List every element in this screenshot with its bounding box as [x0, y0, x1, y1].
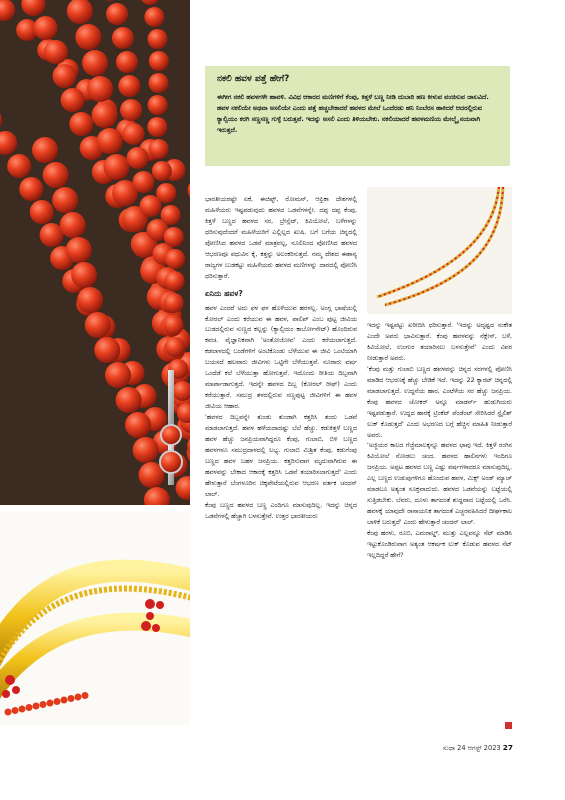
coral-drop — [40, 701, 47, 708]
tip-box-body: ಈಗೀಗ ನಕಲಿ ಹವಳಗಳೇ ಹಾವಳಿ. ವಿವಿಧ ಆಕಾರದ ಮಣಿಗಳಿಗೆ ಕೆಂಪು, ಕಿತ್ತಳೆ ಬಣ್ಣ ನೀಡಿ ದುಬಾರಿ ಹಣ ಕೀಳುವ ವಂಚಿಸುವ ಜಾಲವಿದೆ. ಹವಳ ನಕಲಿಯೇ ಅಥವಾ ಅಸಲಿಯೇ ಎಂದು ಪತ್ತೆ ಹಚ್ಚಬೇಕಾದರೆ ಹವಳದ ಮೇಲೆ ಒಂದೆರಡು ಹನಿ ನಿಂಬೆರಸ ಹಾಕಿದರೆ ಆದರಲ್ಲಿರುವ ಕ್ಯಾಲ್ಸಿಯಂ ಕರಗಿ ಸಣ್ಣಸಣ್ಣ ಗುಳ್ಳೆ ಬರುತ್ತವೆ. ಇದನ್ನು ಅಸಲಿ ಎಂದು ತಿಳಿಯಬೇಕು. ನಕಲಿಯಾದರೆ ಹವಳಮಣಿಯ ಮೇಲ್ಮೈ ನಯವಾಗಿ ಇರುತ್ತದೆ. — [217, 93, 489, 135]
coral-bead — [149, 51, 169, 71]
coral-drop — [33, 703, 40, 710]
coral-bead — [43, 162, 69, 188]
coral-drop — [54, 698, 61, 705]
article-end-marker — [505, 722, 512, 729]
coral-drop — [26, 704, 33, 711]
coral-bead — [112, 27, 134, 49]
coral-bead — [164, 227, 184, 247]
coral-bead — [66, 237, 92, 263]
coral-bead — [94, 337, 120, 363]
page-number: 27 — [502, 743, 513, 752]
coral-bead — [165, 271, 185, 291]
coral-bead — [97, 128, 123, 154]
coral-drop — [5, 709, 12, 716]
coral-bead — [75, 24, 101, 50]
coral-drop — [68, 695, 75, 702]
gold-coral-necklace-photo — [0, 512, 190, 725]
paragraph: 'ಅಜ್ಜಿಯರ ಕಾಲದ ಗೆಜ್ಜೆಮಾಲಕ್ಕನ್ನೂ ಹವಳದ ಛಾಪು ಇದೆ. ಕಿತ್ತಳೆ ರಂಗಿನ ಕಿವಿಯೋಲೆ ನೋಡಲು ಚಂದ. ಹವಳದ ಹಾಲಿನಗಳು ಇಂದಿಗೂ ಜನಪ್ರಿಯ. ಅಪ್ಪಟ ಹವಳದ ಬಣ್ಣ ಎಷ್ಟು ವರ್ಷಗಳಾದರೂ ಮಾಸುವುದಿಲ್ಲ. ಎಲ್ಲ ಬಣ್ಣದ ಉಡುಪುಗಳಿಗೂ ಹೊಂದುವ ಹವಳ, ಮಿಕ್ಸ್ ಅಂಡ್ ಮ್ಯಾಚ್ ಮಾಡಲೂ ಅತ್ಯಂತ ಸೂಕ್ತವಾದುದು. ಹವಳದ ಒಡವೆಯನ್ನು ಬಟ್ಟೆಯಲ್ಲಿ ಸುತ್ತಿಡಬೇಕು. ಬೆವರು, ದೂಳು ತಾಗದಂತೆ ಶುದ್ಧವಾದ ಬಟ್ಟೆಯಲ್ಲಿ ಒರೆಸಿ. ಹವಳಕ್ಕೆ ಯಾವುದೇ ರಾಸಾಯನಿಕ ತಾಗದಂತೆ ಎಚ್ಚರವಹಿಸಿದರೆ ದೀರ್ಘಕಾಲ ಬಾಳಿಕೆ ಬರುತ್ತದೆ' ಎಂದು ಹೇಳುತ್ತಾರೆ ಚಂದನ್ ಲಾಲ್. — [367, 442, 512, 527]
article-column-2 — [367, 321, 512, 562]
paragraph: ಹವಳ ಎಂದರೆ ಅದು ಫಳ ಫಳ ಹೊಳೆಯುವ ಹರಳಲ್ಲ. ಅಂಗ್ಲ ಭಾಷೆಯಲ್ಲಿ ಕೋರಲ್ ಎಂದು ಕರೆಯುವ ಈ ಹವಳ, ಪಾಲಿಪ್ ಎಂಬ ಪುಟ್ಟ ಜೀವಿಯ ಬುಡದಲ್ಲಿರುವ ಸುಣ್ಣದ ಕಲ್ಲನ್ನು (ಕ್ಯಾಲ್ಸಿಯಂ ಕಾರ್ಬೋನೇಟ್) ಹೊಂದಿರುವ ಕವಚ. ವೈಜ್ಞಾನಿಕವಾಗಿ 'ಅಂತೋಜೋವ' ಎಂದು ಕರೆಯಲಾಗುತ್ತದೆ. ಕಡಲಾಳದಲ್ಲಿ ಬಂಡೆಗಳಿಗೆ ಅಂಟಿಕೊಂಡು ಬೆಳೆಯುವ ಈ ಜೀವಿ ಒಂಟಿಯಾಗಿ ಬಯಸದೆ ಹಲವಾರು ಜೀವಿಗಳು ಒಟ್ಟಿಗೇ ಬೆಳೆಯುತ್ತವೆ. ನೂರಾರು ವರ್ಷ ಒಂದೆಡೆ ಕಲೆ ಬೆಳೆಯುತ್ತಾ ಹೋಗುತ್ತವೆ. ಇದೊಂದು ರೀತಿಯ ದಿಬ್ಬವಾಗಿ ಮಾರ್ಪಾಡಾಗುತ್ತದೆ. ಇದನ್ನೇ ಹವಳದ ದಿಬ್ಬ (ಕೋರಲ್ ರೀಫ್) ಎಂದು ಕರೆಯುತ್ತಾರೆ. ಸಮುದ್ರ ತಳದಲ್ಲಿರುವ ಸಣ್ಣಪುಟ್ಟ ಜೀವಿಗಳಿಗೆ ಈ ಹವಳ ಜೀವಿಯ ಆಹಾರ. — [205, 304, 357, 411]
article-column-1 — [205, 195, 357, 523]
coral-bead — [85, 312, 111, 338]
coral-bead — [123, 123, 145, 145]
coral-drop — [61, 697, 68, 704]
coral-bead — [60, 212, 86, 238]
coral-bead — [53, 64, 77, 88]
coral-bead — [161, 205, 181, 225]
coral-bead — [118, 75, 140, 97]
coral-bead — [61, 88, 85, 112]
coral-chain-illustration — [367, 187, 512, 314]
coral-bead — [32, 137, 58, 163]
coral-chain-necklace-photo — [367, 187, 512, 314]
tip-box-title: ನಕಲಿ ಹವಳ ಪತ್ತೆ ಹೇಗೆ? — [217, 74, 290, 84]
coral-bead — [71, 262, 97, 288]
paragraph: ಕೆಂಪು ಬಣ್ಣದ ಹವಳದ ಬಣ್ಣ ಎಂದಿಗೂ ಮಾಸುವುದಿಲ್ಲ. ಇದನ್ನು ಚಿನ್ನದ ಒಡವೆಗಳಲ್ಲಿ ಹೆಚ್ಚಾಗಿ ಬಳಸುತ್ತೇವೆ. ಉತ್ತರ ಭಾರತೀಯರು — [205, 501, 357, 520]
coral-bead — [147, 117, 167, 137]
coral-beads-illustration — [0, 0, 190, 505]
coral-drop — [19, 706, 26, 713]
coral-drop — [75, 694, 82, 701]
fake-coral-tip-box — [205, 66, 510, 166]
coral-drop — [47, 700, 54, 707]
coral-bead — [19, 177, 43, 201]
coral-bead — [149, 139, 169, 159]
coral-beads-photo — [0, 0, 190, 505]
coral-bead — [165, 337, 185, 357]
coral-bead — [148, 95, 168, 115]
page-footer — [430, 743, 513, 753]
coral-bead — [132, 171, 154, 193]
paragraph: ಭಾರತೀಯರಷ್ಟೇ ಏಕೆ, ಈಜಿಪ್ಟ್, ರೋಮನ್, ಆಫ್ರಿಕಾ ದೇಶಗಳಲ್ಲಿ ಮಹಿಳೆಯರು ಇಷ್ಟಪಡುವುದು ಹವಳದ ಒಡವೆಗಳನ್ನೇ. ದಪ್ಪ ದಪ್ಪ ಕೆಂಪು, ಕಿತ್ತಳೆ ಬಣ್ಣದ ಹವಳದ ಸರ, ಬ್ರೇಸ್ಲೆಟ್, ಕಿವಿಯೋಲೆ, ಬಳೆಗಳನ್ನು ಧರಿಸುವುದೆಂದರೆ ಮಹಿಳೆಯರಿಗೆ ಎಲ್ಲಿಲ್ಲದ ಖುಷಿ. ಬಗೆ ಬಗೆಯ ಚಿನ್ನದಲ್ಲಿ ಪೋಣಿಸಿದ ಹವಳದ ಒಡವೆ ಮಾತ್ರವಲ್ಲ, ನೂಲಿನಿಂದ ಪೋಣಿಸಿದ ಹವಳದ ಆಭರಣವೂ ವಧುವಿನ ಕೈ, ಕತ್ತನ್ನು ಅಲಂಕರಿಸುತ್ತದೆ. ನಮ್ಮ ದೇಶದ ಈಶಾನ್ಯ ರಾಜ್ಯಗಳ ಬುಡಕಟ್ಟು ಮಹಿಳೆಯರು ಹವಳದ ಮಣಿಗಳನ್ನು ದಾರದಲ್ಲಿ ಪೋಣಿಸಿ ಧರಿಸುತ್ತಾರೆ. — [205, 196, 357, 280]
issue-label: ಸುಧಾ 24 ಆಗಸ್ಟ್ 2023 — [442, 744, 501, 752]
coral-bead — [7, 154, 31, 178]
coral-bead — [165, 249, 185, 269]
section-heading: ಏನಿದು ಹವಳ? — [205, 288, 243, 298]
coral-bead — [87, 76, 113, 102]
coral-bead — [156, 183, 176, 203]
coral-bead — [34, 16, 58, 40]
coral-drop — [12, 707, 19, 714]
coral-bead — [92, 102, 118, 128]
coral-bead — [120, 99, 142, 121]
paragraph: ಕೆಂಪು ಹರಳು, ರೂಬಿ, ಎಮರಾಲ್ಡ್, ಮುತ್ತು ಎಲ್ಲವನ್ನೂ ಸೆಟ್ ಮಾಡಿಸಿ ಇಟ್ಟುಕೊಂಡಿರುವಾಗ ಅತ್ಯಂತ ಆಕರ್ಷಕ ಲುಕ್ ಕೊಡುವ ಹವಳದ ಸೆಟ್ ಇಲ್ಲದಿದ್ದರೆ ಹೇಗೆ? — [367, 530, 512, 560]
coral-bead — [152, 161, 172, 181]
coral-bead — [77, 287, 103, 313]
coral-bead — [116, 387, 142, 413]
coral-bead — [148, 29, 168, 49]
gold-necklace-illustration — [0, 512, 190, 725]
coral-bead — [82, 50, 108, 76]
paragraph: 'ಹವಳದ ದಿಬ್ಬವನ್ನೇ ತುಂಡು ತುಂಡಾಗಿ ಕತ್ತರಿಸಿ ತಂದು ಒಡವೆ ಮಾಡಲಾಗುತ್ತದೆ. ಹವಳ ಹಳೆಯದಾದಷ್ಟು ಬೆಲೆ ಹೆಚ್ಚು. ಕಡುಕಿತ್ತಳೆ ಬಣ್ಣದ ಹವಳ ಹೆಚ್ಚು ಜನಪ್ರಿಯವಾಗಿದ್ದರೂ ಕೆಂಪು, ಗುಲಾಬಿ, ಬಿಳಿ ಬಣ್ಣದ ಹವಳಗಳೂ ಸಮುದ್ರದಾಳದಲ್ಲಿ ಲಭ್ಯ. ಗುಲಾಬಿ ಮಿಶ್ರಿತ ಕೆಂಪು, ಕಡುಗೆಂಪು ಬಣ್ಣದ ಹವಳ ಬಹಳ ಜನಪ್ರಿಯ. ಕತ್ತರಿಸುವಾಗ ಮೃದುವಾಗಿರುವ ಈ ಹವಳವನ್ನು ಬೇಕಾದ ಆಕಾರಕ್ಕೆ ಕತ್ತರಿಸಿ ಒಡವೆ ತಯಾರಿಸಲಾಗುತ್ತದೆ' ಎಂದು ಹೇಳುತ್ತಾರೆ ಬೆಂಗಳೂರಿನ ಚಿಕ್ಕಪೇಟೆಯಲ್ಲಿರುವ ಆಭರಣ ವರ್ತಕ ಚಂದನ್ ಲಾಲ್. — [205, 414, 357, 498]
coral-bead — [127, 147, 149, 169]
coral-bead — [69, 112, 93, 136]
paragraph: 'ಕೆಂಪು ಮತ್ತು ಗುಲಾಬಿ ಬಣ್ಣದ ಹವಳವನ್ನು ಚಿನ್ನದ ಸರಗಳಲ್ಲಿ ಪೋಣಿಸಿ ಮಾಡಿದ ಆಭರಣಕ್ಕೆ ಹೆಚ್ಚು ಬೇಡಿಕೆ ಇದೆ. ಇದನ್ನು 22 ಕ್ಯಾರಟ್ ಚಿನ್ನದಲ್ಲಿ ಮಾಡಲಾಗುತ್ತದೆ. ಉದ್ದನೆಯ ಹಾರ, ಎಂಟೆಳೆಯ ಸರ ಹೆಚ್ಚು ಜನಪ್ರಿಯ. ಕೆಂಪು ಹವಳದ ಚೋಕರ್ ಅನ್ನೂ ಮಾಡರ್ನ್ ಹುಡುಗಿಯರು ಇಷ್ಟಪಡುತ್ತಾರೆ. ಉದ್ದದ ಹಾರಕ್ಕೆ ಟ್ರಿಂಕೆಟ್ ಪೆಂಡೆಂಟ್ ಸೇರಿಸಿದರೆ ಸ್ಟೈಲಿಶ್ ಲುಕ್ ಕೊಡುತ್ತದೆ' ಎಂದು ಅಭರಣದ ಬಗ್ಗೆ ಹೆಚ್ಚಿನ ಮಾಹಿತಿ ನೀಡುತ್ತಾರೆ ಅವರು. — [367, 365, 512, 439]
coral-bead — [106, 3, 128, 25]
coral-bead — [133, 437, 159, 463]
coral-bead — [163, 315, 183, 335]
coral-bead — [52, 187, 78, 213]
coral-bead — [105, 362, 131, 388]
coral-bead — [164, 293, 184, 313]
coral-bead — [30, 200, 54, 224]
coral-bead — [149, 73, 169, 93]
coral-bead — [103, 154, 129, 180]
coral-drop — [82, 692, 89, 699]
coral-bead — [44, 40, 68, 64]
coral-bead — [144, 7, 164, 27]
coral-bead — [116, 51, 138, 73]
coral-bead — [125, 412, 151, 438]
paragraph: ಇದನ್ನು ಇಷ್ಟಪಟ್ಟು ಖರೀದಿಸಿ ಧರಿಸುತ್ತಾರೆ. 'ಇದನ್ನು ಅದೃಷ್ಟದ ಸಂಕೇತ ಎಂದೇ ಅವರು ಭಾವಿಸುತ್ತಾರೆ. ಕೆಂಪು ಹವಳವನ್ನು ನೆಕ್ಲೇಸ್, ಬಳೆ, ಕಿವಿಯೋಲೆ, ಉಂಗುರ ತಯಾರಿಸಲು ಬಳಸುತ್ತೇವೆ' ಎಂದು ವಿವರ ನೀಡುತ್ತಾರೆ ಅವರು. — [367, 322, 512, 362]
